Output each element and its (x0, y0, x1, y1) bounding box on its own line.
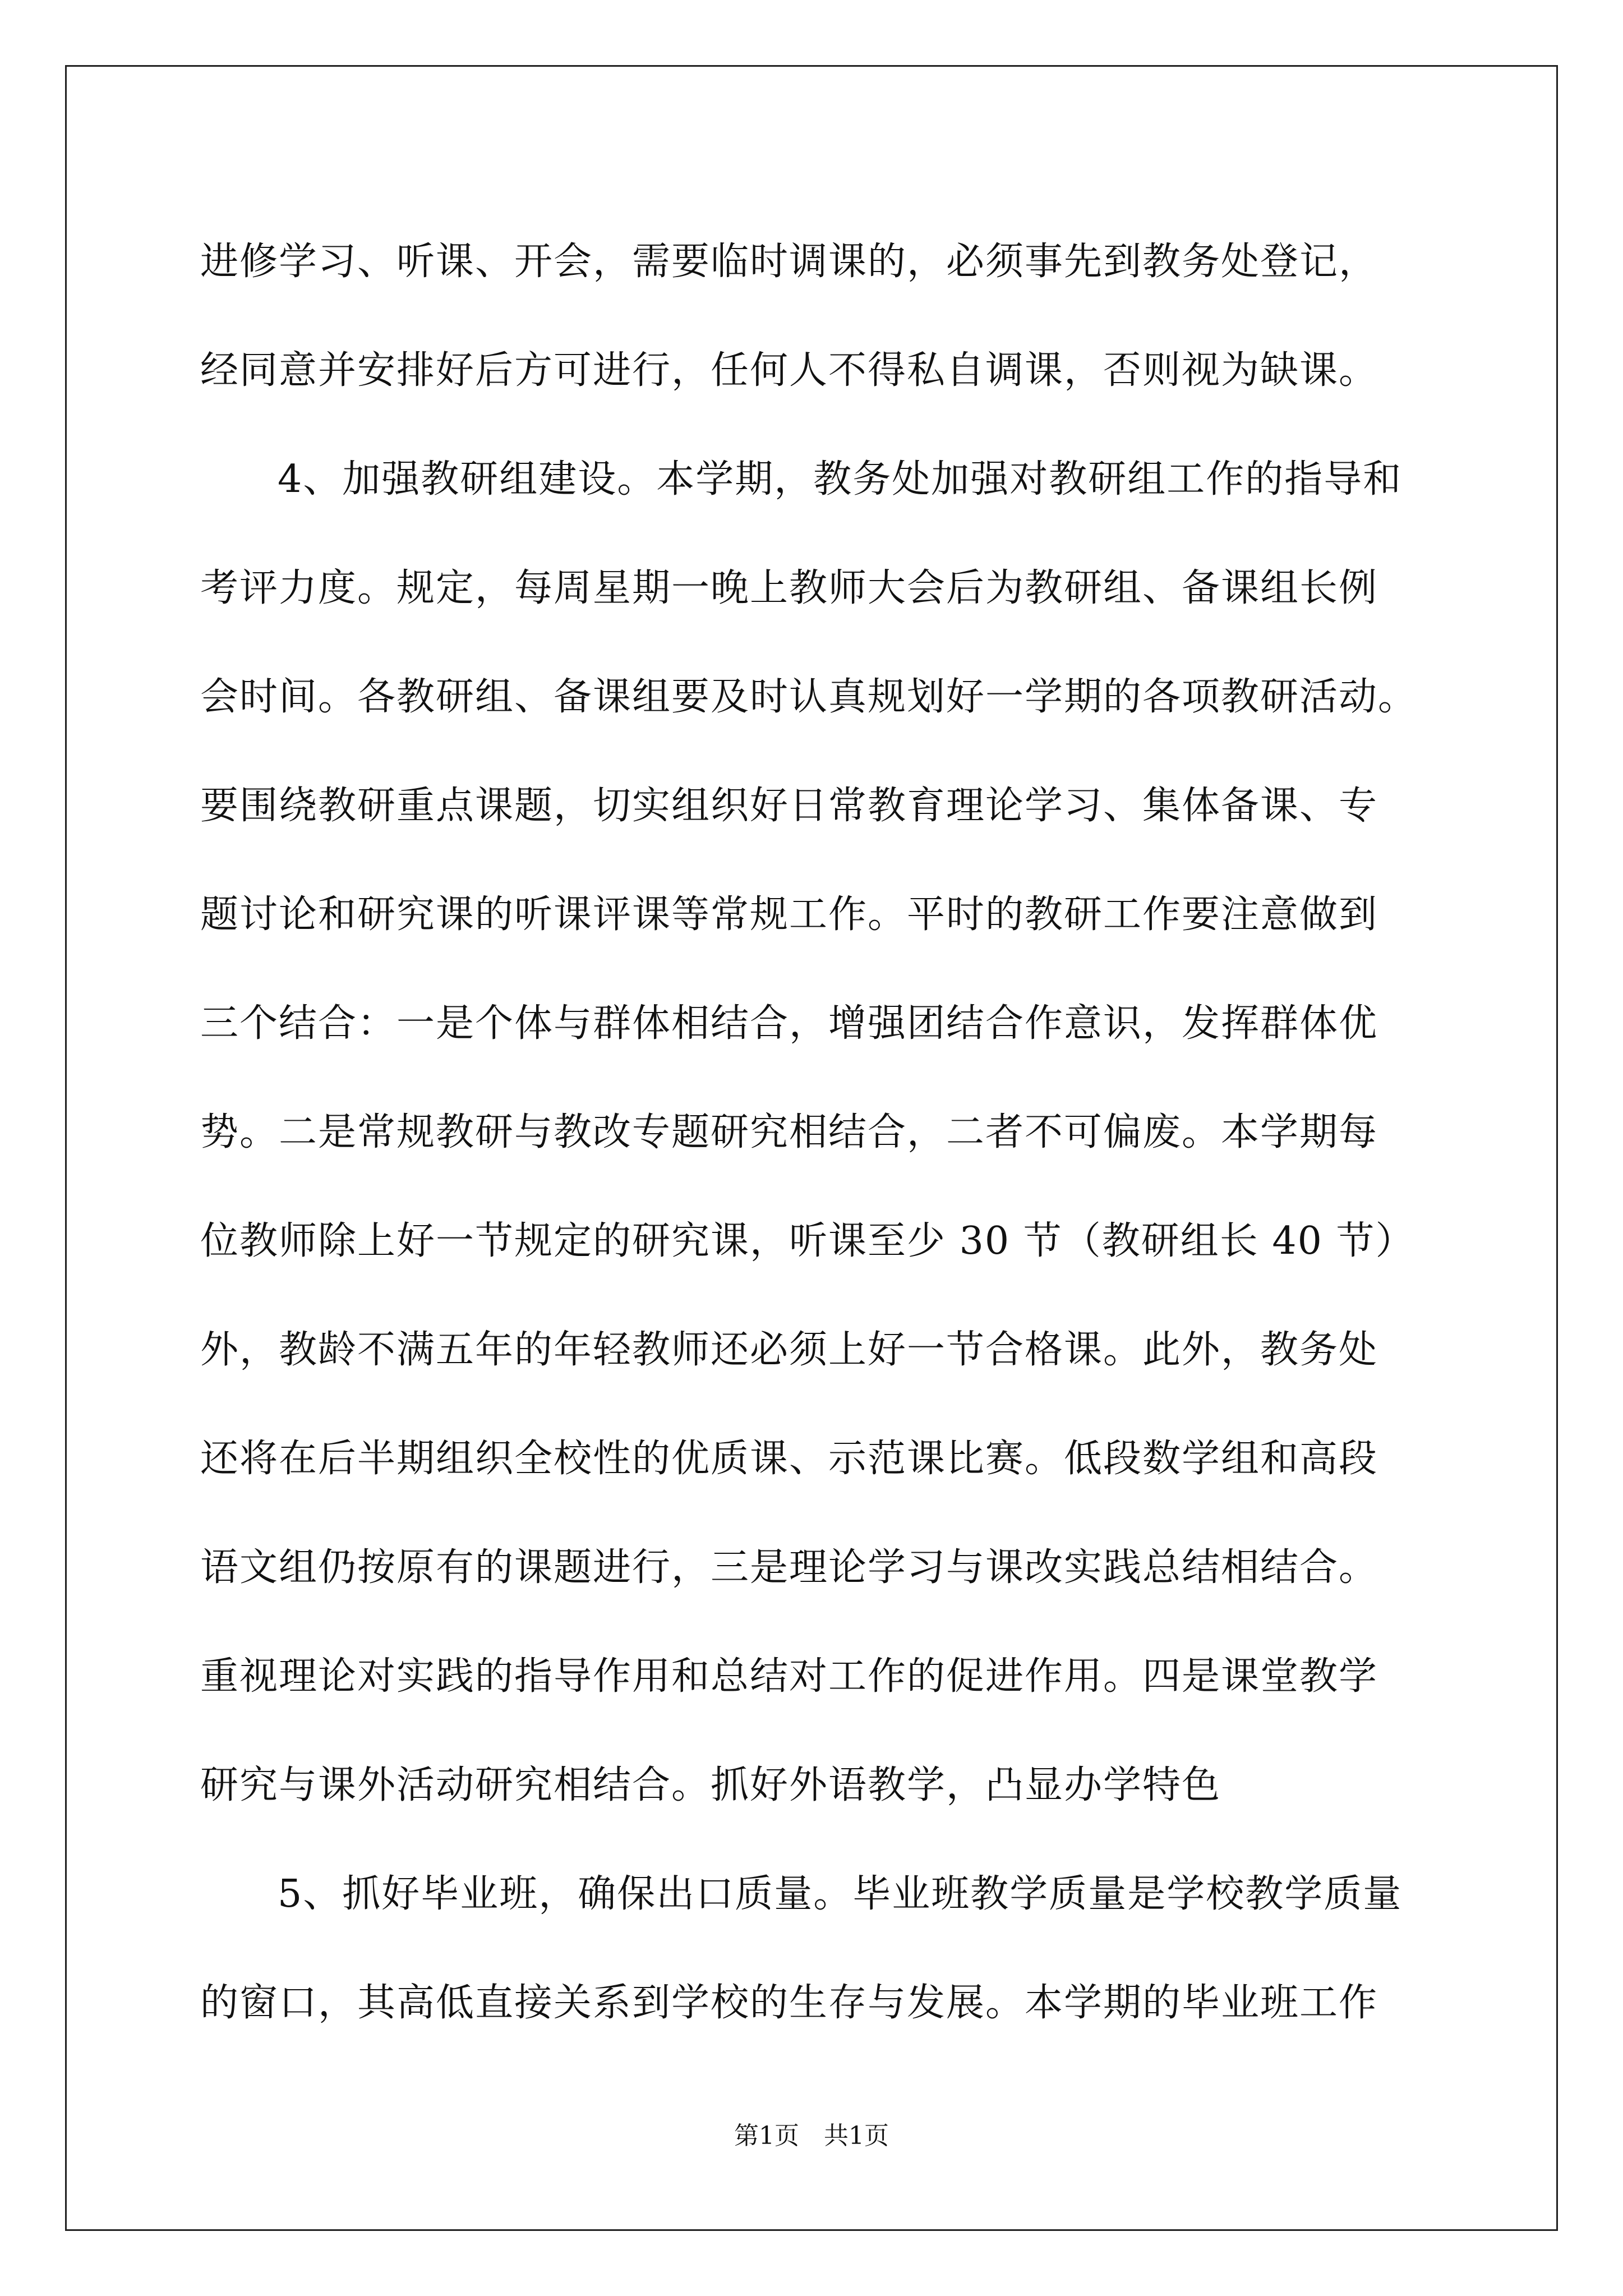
text-line: 势。二是常规教研与教改专题研究相结合，二者不可偏废。本学期每 (200, 1110, 1378, 1154)
text-line: 位教师除上好一节规定的研究课，听课至少 30 节（教研组长 40 节） (200, 1219, 1415, 1263)
page-number: 第1页 共1页 (734, 2122, 889, 2150)
text-line: 题讨论和研究课的听课评课等常规工作。平时的教研工作要注意做到 (200, 892, 1378, 937)
document-body (200, 208, 1428, 2058)
text-line: 外，教龄不满五年的年轻教师还必须上好一节合格课。此外，教务处 (200, 1328, 1378, 1372)
text-line: 重视理论对实践的指导作用和总结对工作的促进作用。四是课堂教学 (200, 1654, 1378, 1699)
text-line: 三个结合：一是个体与群体相结合，增强团结合作意识，发挥群体优 (200, 1001, 1378, 1046)
page-footer (0, 2119, 1623, 2153)
text-line: 会时间。各教研组、备课组要及时认真规划好一学期的各项教研活动。 (200, 675, 1418, 719)
text-line: 要围绕教研重点课题，切实组织好日常教育理论学习、集体备课、专 (200, 784, 1378, 828)
paragraph-first-line: 5、抓好毕业班，确保出口质量。毕业班教学质量是学校教学质量 (278, 1872, 1403, 1916)
text-line: 语文组仍按原有的课题进行，三是理论学习与课改实践总结相结合。 (200, 1545, 1378, 1590)
text-line: 经同意并安排好后方可进行，任何人不得私自调课，否则视为缺课。 (200, 348, 1378, 393)
text-line: 进修学习、听课、开会，需要临时调课的，必须事先到教务处登记， (200, 240, 1378, 284)
text-line: 的窗口，其高低直接关系到学校的生存与发展。本学期的毕业班工作 (200, 1981, 1378, 2025)
text-line: 考评力度。规定，每周星期一晚上教师大会后为教研组、备课组长例 (200, 566, 1378, 610)
paragraph-first-line: 4、加强教研组建设。本学期，教务处加强对教研组工作的指导和 (278, 457, 1403, 501)
text-line: 还将在后半期组织全校性的优质课、示范课比赛。低段数学组和高段 (200, 1437, 1378, 1481)
text-line: 研究与课外活动研究相结合。抓好外语教学，凸显办学特色 (200, 1763, 1221, 1807)
